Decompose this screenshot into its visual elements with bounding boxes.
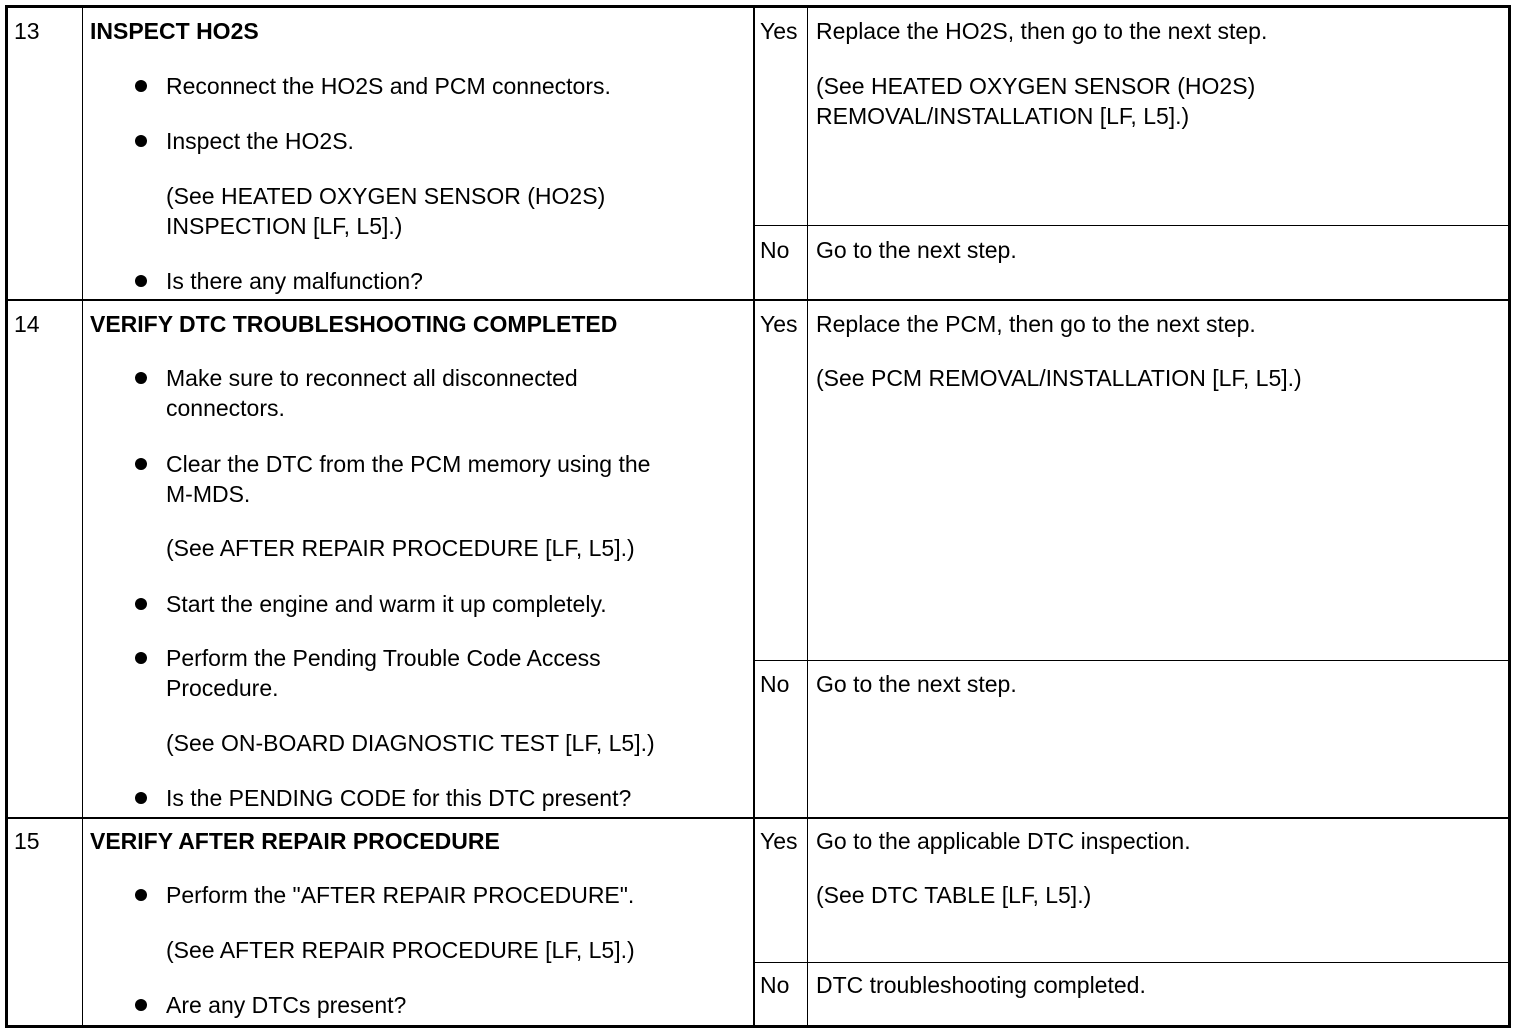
step-instruction: Procedure. <box>166 675 279 701</box>
row-divider-14-15 <box>8 817 1508 819</box>
step-instruction: Make sure to reconnect all disconnected <box>166 365 578 391</box>
bullet-icon <box>135 458 147 470</box>
result-yes-reference: (See PCM REMOVAL/INSTALLATION [LF, L5].) <box>816 365 1302 391</box>
step-number: 13 <box>14 18 40 44</box>
bullet-icon <box>135 80 147 92</box>
row-divider-13-yes-no <box>753 225 1508 226</box>
bullet-icon <box>135 135 147 147</box>
step-instruction: Perform the Pending Trouble Code Access <box>166 645 601 671</box>
step-instruction: M-MDS. <box>166 481 251 507</box>
step-reference: INSPECTION [LF, L5].) <box>166 213 403 239</box>
row-divider-14-yes-no <box>753 660 1508 661</box>
step-instruction: Inspect the HO2S. <box>166 128 354 154</box>
step-instruction: Reconnect the HO2S and PCM connectors. <box>166 73 611 99</box>
step-instruction: Start the engine and warm it up completely. <box>166 591 607 617</box>
troubleshooting-table <box>5 5 1511 1028</box>
result-no-action: Go to the next step. <box>816 671 1017 697</box>
result-yes-label: Yes <box>760 18 798 44</box>
step-reference: (See ON-BOARD DIAGNOSTIC TEST [LF, L5].) <box>166 730 655 756</box>
row-divider-13-14 <box>8 299 1508 301</box>
step-title: INSPECT HO2S <box>90 18 259 44</box>
step-instruction: Clear the DTC from the PCM memory using the <box>166 451 651 477</box>
step-instruction: Is the PENDING CODE for this DTC present? <box>166 785 632 811</box>
result-no-action: DTC troubleshooting completed. <box>816 972 1146 998</box>
col-divider-result <box>807 8 808 1025</box>
bullet-icon <box>135 792 147 804</box>
col-divider-step <box>82 8 83 1025</box>
result-yes-label: Yes <box>760 828 798 854</box>
step-instruction: Perform the "AFTER REPAIR PROCEDURE". <box>166 882 635 908</box>
col-divider-inspection <box>753 8 755 1025</box>
step-title: VERIFY AFTER REPAIR PROCEDURE <box>90 828 500 854</box>
result-yes-action: Replace the HO2S, then go to the next step. <box>816 18 1268 44</box>
result-yes-reference: (See DTC TABLE [LF, L5].) <box>816 882 1092 908</box>
step-instruction: Are any DTCs present? <box>166 992 407 1018</box>
bullet-icon <box>135 999 147 1011</box>
result-no-label: No <box>760 237 790 263</box>
result-no-action: Go to the next step. <box>816 237 1017 263</box>
bullet-icon <box>135 889 147 901</box>
step-instruction: Is there any malfunction? <box>166 268 423 294</box>
bullet-icon <box>135 598 147 610</box>
step-instruction: connectors. <box>166 395 285 421</box>
bullet-icon <box>135 275 147 287</box>
step-reference: (See HEATED OXYGEN SENSOR (HO2S) <box>166 183 606 209</box>
result-no-label: No <box>760 671 790 697</box>
bullet-icon <box>135 372 147 384</box>
row-divider-15-yes-no <box>753 962 1508 963</box>
step-reference: (See AFTER REPAIR PROCEDURE [LF, L5].) <box>166 937 635 963</box>
result-yes-reference: (See HEATED OXYGEN SENSOR (HO2S) <box>816 73 1256 99</box>
step-title: VERIFY DTC TROUBLESHOOTING COMPLETED <box>90 311 618 337</box>
result-yes-label: Yes <box>760 311 798 337</box>
bullet-icon <box>135 652 147 664</box>
result-yes-action: Go to the applicable DTC inspection. <box>816 828 1191 854</box>
step-reference: (See AFTER REPAIR PROCEDURE [LF, L5].) <box>166 535 635 561</box>
result-yes-action: Replace the PCM, then go to the next step. <box>816 311 1256 337</box>
result-no-label: No <box>760 972 790 998</box>
step-number: 14 <box>14 311 40 337</box>
step-number: 15 <box>14 828 40 854</box>
result-yes-reference: REMOVAL/INSTALLATION [LF, L5].) <box>816 103 1190 129</box>
